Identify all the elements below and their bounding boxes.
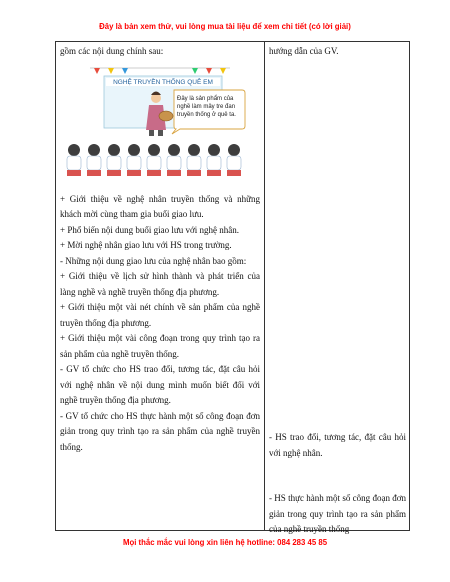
content-paragraph: - GV tổ chức cho HS thực hành một số công đoạn đơn giản trong quy trình tạo ra sản phẩm của nghề truyền thống. — [60, 410, 260, 452]
content-paragraph: + Giới thiệu một vài công đoạn trong quy trình tạo ra sản phẩm của nghề truyền thống. — [60, 333, 260, 359]
intro-text: gồm các nội dung chính sau: — [60, 46, 164, 56]
preview-banner: Đây là bản xem thử, vui lòng mua tài liệu để xem chi tiết (có lời giải) — [99, 22, 351, 31]
hotline-banner: Mọi thắc mắc vui lòng xin liên hệ hotline: 084 283 45 85 — [122, 538, 328, 547]
speech-bubble-text: Đây là sản phẩm của nghề làm mây tre đan truyền thống ở quê ta. — [177, 95, 236, 118]
board-title: NGHỆ TRUYỀN THỐNG QUÊ EM — [113, 78, 213, 86]
content-paragraph: + Giới thiệu một vài nét chính về sản phẩm của nghề truyền thống địa phương. — [60, 302, 260, 328]
column-divider — [264, 42, 265, 530]
content-paragraph: - GV tổ chức cho HS trao đổi, tương tác, đặt câu hỏi với nghệ nhân về nội dung mình muốn biết đối với nghề truyền thống địa phương. — [60, 364, 260, 405]
student-line-1: hướng dẫn của GV. — [269, 46, 339, 56]
lesson-table — [55, 41, 410, 534]
teacher-activity-column — [60, 44, 260, 455]
content-paragraph: - Những nội dung giao lưu của nghệ nhân bao gồm: — [60, 255, 247, 266]
content-paragraph: + Mời nghệ nhân giao lưu với HS trong trường. — [60, 240, 232, 250]
student-paragraph-3: - HS thực hành một số công đoạn đơn giản trong quy trình tạo ra sản phẩm của nghề truyền thống — [269, 493, 406, 534]
content-paragraph: + Giới thiệu về lịch sử hình thành và phát triển của làng nghề và nghề truyền thống địa phương. — [60, 271, 260, 297]
student-paragraph-2: - HS trao đổi, tương tác, đặt câu hỏi với nghệ nhân. — [269, 432, 406, 458]
content-paragraph: + Giới thiệu về nghệ nhân truyền thống và những khách mời cùng tham gia buổi giao lưu. — [60, 193, 260, 219]
classroom-illustration — [60, 64, 260, 184]
content-paragraph: + Phổ biến nội dung buổi giao lưu với nghệ nhân. — [60, 224, 239, 235]
